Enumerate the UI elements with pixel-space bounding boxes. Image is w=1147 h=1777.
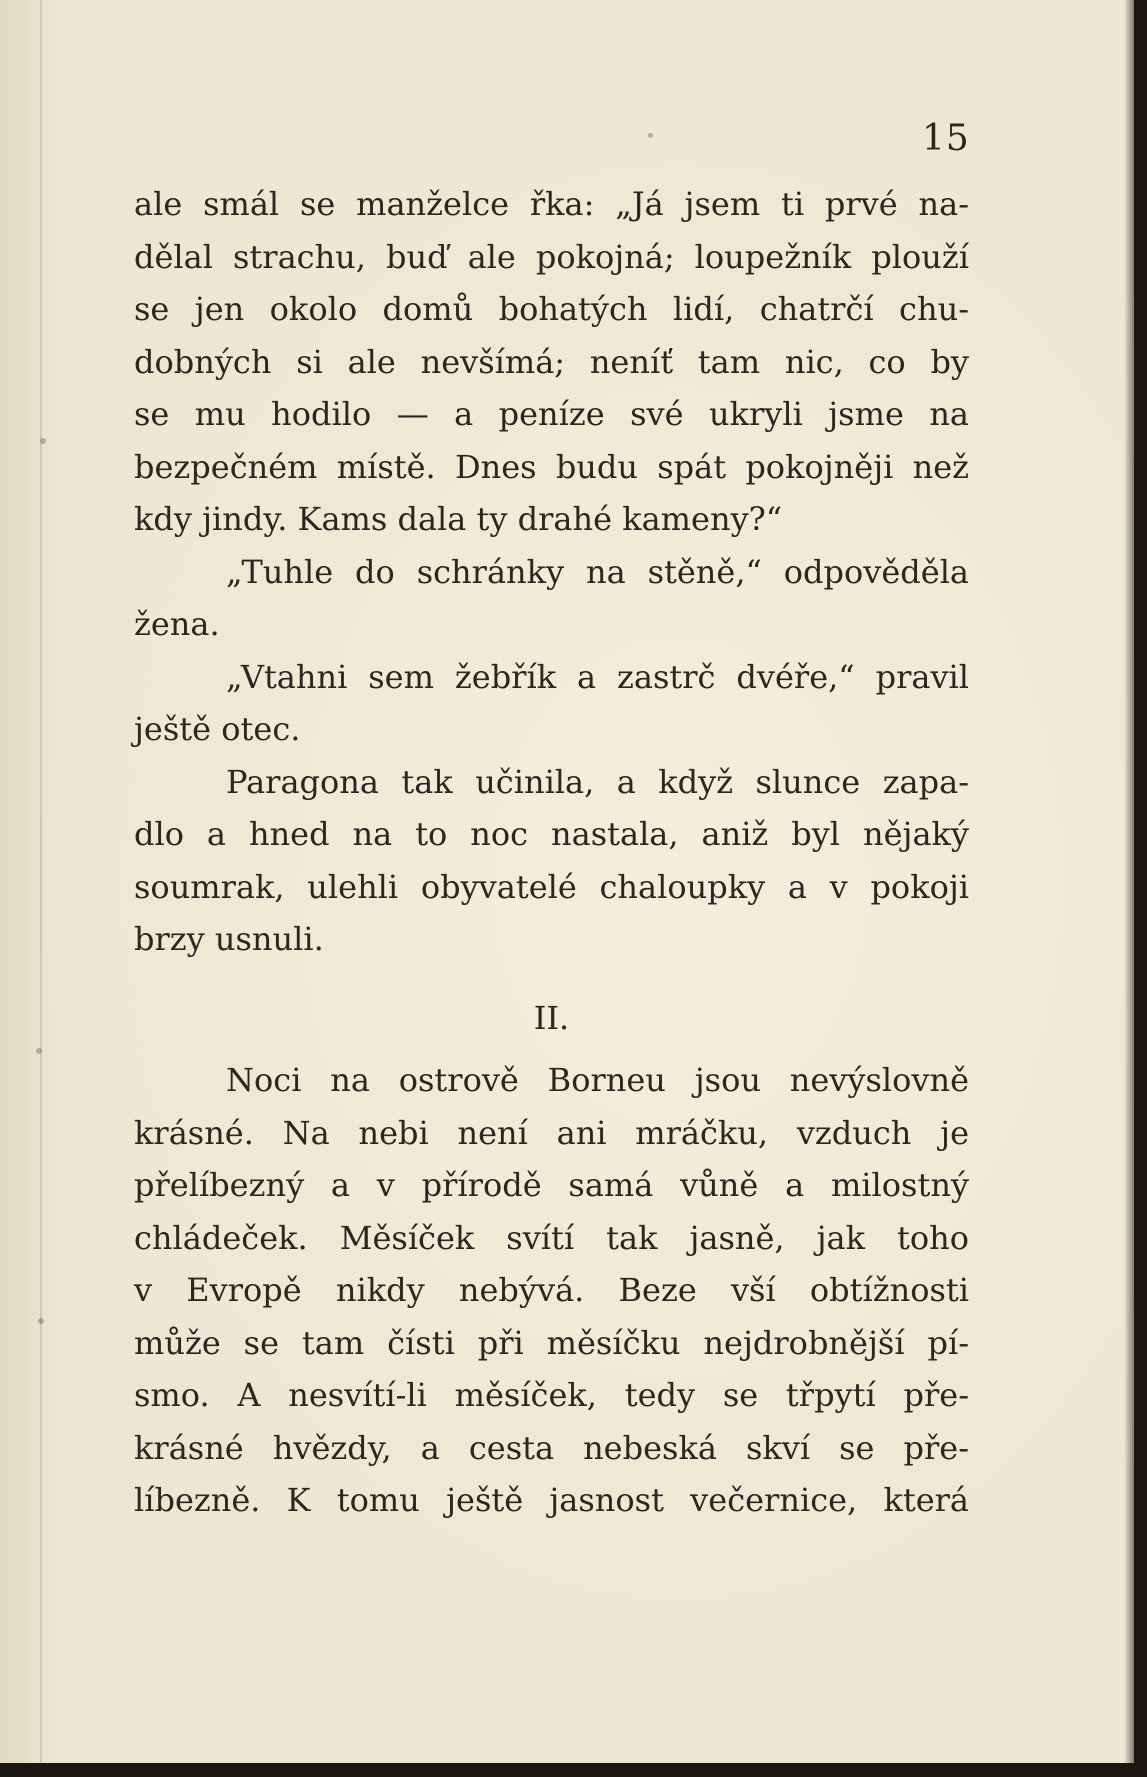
text-line: „Vtahni sem žebřík a zastrč dvéře,“ pravil <box>226 657 969 696</box>
paper-speck <box>36 1048 42 1054</box>
text-line: líbezně. K tomu ještě jasnost večernice, která <box>134 1481 969 1519</box>
text-line: Paragona tak učinila, a když slunce zapa- <box>226 762 969 801</box>
text-line: ale smál se manželce řka: „Já jsem ti prvé na- <box>134 185 969 223</box>
text-line: krásné hvězdy, a cesta nebeská skví se pře- <box>134 1428 969 1467</box>
text-line: krásné. Na nebi není ani mráčku, vzduch je <box>134 1113 969 1152</box>
chapter-heading: II. <box>533 998 570 1037</box>
text-line: bezpečném místě. Dnes budu spát pokojněji než <box>134 447 969 486</box>
text-line: kdy jindy. Kams dala ty drahé kameny?“ <box>134 500 783 538</box>
body-text <box>134 178 969 1527</box>
text-line: dlo a hned na to noc nastala, aniž byl nějaký <box>134 815 969 853</box>
page-edge-shadow <box>1124 0 1134 1763</box>
text-line: v Evropě nikdy nebývá. Beze vší obtížnosti <box>134 1271 969 1309</box>
text-line: se mu hodilo — a peníze své ukryli jsme na <box>134 395 969 433</box>
page-gutter-shadow <box>40 0 42 1763</box>
paper-speck <box>40 438 46 444</box>
paper-speck <box>38 1318 44 1324</box>
text-line: přelíbezný a v přírodě samá vůně a milostný <box>134 1166 969 1204</box>
page-number: 15 <box>922 118 970 159</box>
text-line: brzy usnuli. <box>134 920 324 958</box>
text-line: smo. A nesvítí-li měsíček, tedy se třpytí pře- <box>134 1376 969 1414</box>
text-line: může se tam čísti při měsíčku nejdrobnější pí- <box>134 1323 969 1362</box>
text-line: chládeček. Měsíček svítí tak jasně, jak toho <box>134 1218 969 1257</box>
text-line: ještě otec. <box>134 710 301 748</box>
text-line: soumrak, ulehli obyvatelé chaloupky a v pokoji <box>134 867 969 906</box>
text-line: Noci na ostrově Borneu jsou nevýslovně <box>226 1061 969 1099</box>
text-line: žena. <box>134 605 220 643</box>
paper-speck <box>648 133 653 138</box>
text-line: „Tuhle do schránky na stěně,“ odpověděla <box>226 552 969 591</box>
text-line: se jen okolo domů bohatých lidí, chatrčí chu- <box>134 290 969 328</box>
text-line: dobných si ale nevšímá; neníť tam nic, co by <box>134 342 969 381</box>
text-line: dělal strachu, buď ale pokojná; loupežník plouží <box>134 237 969 276</box>
